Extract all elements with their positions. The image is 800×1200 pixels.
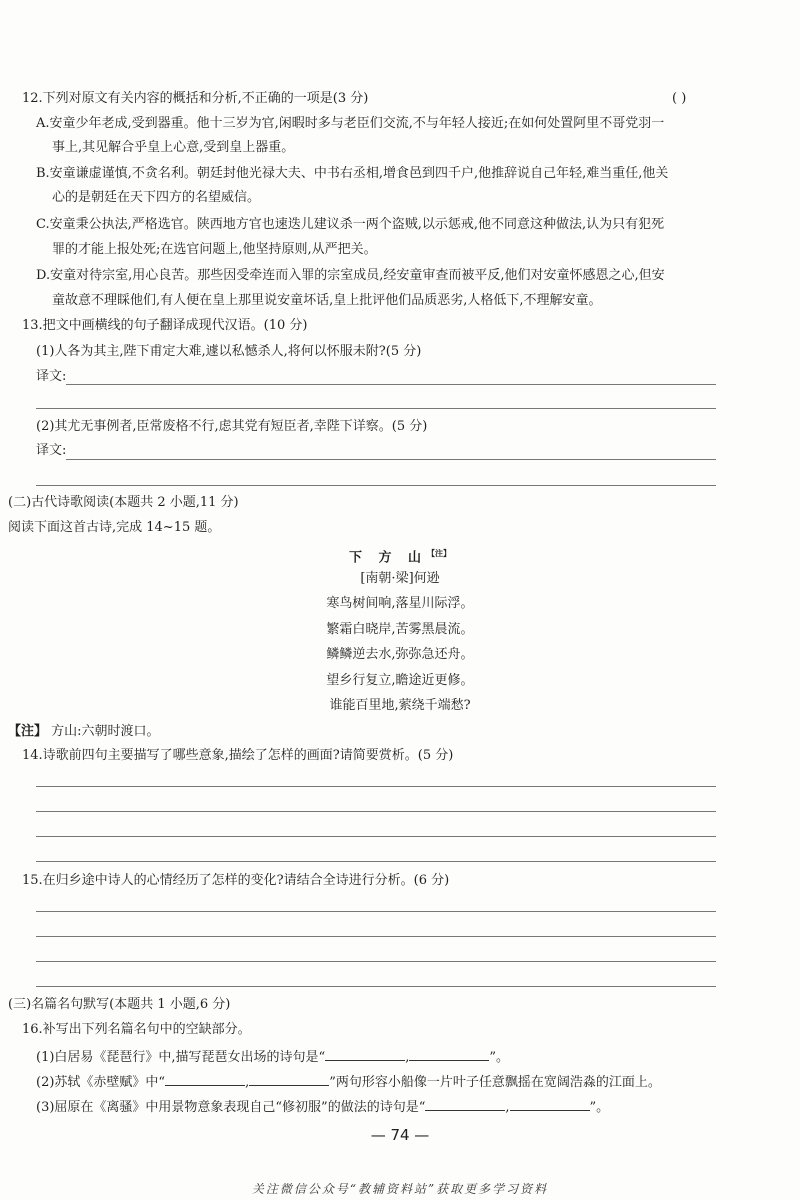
translation-label-1: 译文: xyxy=(36,369,67,384)
comma: , xyxy=(405,1050,410,1065)
answer-line[interactable] xyxy=(36,836,716,837)
answer-line[interactable] xyxy=(36,408,716,409)
q16-stem: 16.补写出下列名篇名句中的空缺部分。 xyxy=(22,1022,251,1037)
answer-line[interactable] xyxy=(36,786,716,787)
poem-line: 鳞鳞逆去水,弥弥急还舟。 xyxy=(326,647,474,662)
poem-line: 繁霜白晓岸,苦雾黑晨流。 xyxy=(326,622,474,637)
q16-item-1-suffix: ”。 xyxy=(489,1050,509,1065)
answer-line[interactable] xyxy=(36,986,716,987)
poem-note-label: 【注】 xyxy=(8,724,48,739)
answer-line[interactable] xyxy=(36,961,716,962)
poem-line: 寒鸟树间响,落星川际浮。 xyxy=(326,596,474,611)
q16-item-2-suffix: ”两句形容小船像一片叶子任意飘摇在宽阔浩淼的江面上。 xyxy=(329,1075,661,1090)
q12-option-a-line2: 事上,其见解合乎皇上心意,受到皇上器重。 xyxy=(52,140,295,155)
fill-blank[interactable] xyxy=(409,1046,489,1061)
q14-stem: 14.诗歌前四句主要描写了哪些意象,描绘了怎样的画面?请简要赏析。(5 分) xyxy=(22,748,454,763)
q12-option-d-line2: 童故意不理睬他们,有人便在皇上那里说安童坏话,皇上批评他们品质恶劣,人格低下,不理解安童。 xyxy=(52,293,602,308)
footer-note: 关注微信公众号“教辅资料站”获取更多学习资料 xyxy=(251,1182,549,1196)
fill-blank[interactable] xyxy=(249,1071,329,1086)
section2-heading: (二)古代诗歌阅读(本题共 2 小题,11 分) xyxy=(8,495,239,510)
q12-option-b-line2: 心的是朝廷在天下四方的名望威信。 xyxy=(52,190,261,205)
q16-item-2 xyxy=(36,1071,661,1093)
comma: , xyxy=(505,1100,510,1115)
q12-option-d-line1: D.安童对待宗室,用心良苦。那些因受牵连而入罪的宗室成员,经安童审查而被平反,他们对安童怀感恩之心,但安 xyxy=(36,268,665,283)
fill-blank[interactable] xyxy=(165,1071,245,1086)
answer-line[interactable] xyxy=(36,911,716,912)
q12-stem: 12.下列对原文有关内容的概括和分析,不正确的一项是(3 分) xyxy=(22,91,369,106)
q12-option-a-line1: A.安童少年老成,受到器重。他十三岁为官,闲暇时多与老臣们交流,不与年轻人接近;在如何处置阿里不哥党羽一 xyxy=(36,116,665,131)
answer-line[interactable] xyxy=(36,811,716,812)
answer-bracket[interactable]: ( ) xyxy=(672,91,687,106)
fill-blank[interactable] xyxy=(325,1046,405,1061)
q16-item-1-prefix: (1)白居易《琵琶行》中,描写琵琶女出场的诗句是“ xyxy=(36,1050,326,1065)
q13-stem: 13.把文中画横线的句子翻译成现代汉语。(10 分) xyxy=(22,318,308,333)
comma: , xyxy=(245,1075,250,1090)
q15-stem: 15.在归乡途中诗人的心情经历了怎样的变化?请结合全诗进行分析。(6 分) xyxy=(22,873,450,888)
section3-heading: (三)名篇名句默写(本题共 1 小题,6 分) xyxy=(8,997,231,1012)
q12-option-b-line1: B.安童谦虚谨慎,不贪名利。朝廷封他光禄大夫、中书右丞相,增食邑到四千户,他推辞说自己年轻,难当重任,他关 xyxy=(36,166,669,181)
poem-note-mark: 【注】 xyxy=(427,549,452,558)
q13-sentence-1: (1)人各为其主,陛下甫定大难,遽以私憾杀人,将何以怀服未附?(5 分) xyxy=(36,344,422,359)
poem-note-text: 方山:六朝时渡口。 xyxy=(47,724,160,739)
answer-line[interactable] xyxy=(36,861,716,862)
q16-item-2-prefix: (2)苏轼《赤壁赋》中“ xyxy=(36,1075,166,1090)
poem-title xyxy=(0,544,800,568)
translation-label-2: 译文: xyxy=(36,443,67,458)
q12-option-c-line2: 罪的才能上报处死;在选官问题上,他坚持原则,从严把关。 xyxy=(52,242,377,257)
poem-author: [南朝·梁]何逊 xyxy=(360,571,440,586)
poem-title-text: 下 方 山 xyxy=(348,550,428,566)
section2-intro: 阅读下面这首古诗,完成 14~15 题。 xyxy=(8,520,221,535)
page-number: — 74 — xyxy=(370,1126,430,1144)
poem-note xyxy=(8,722,160,742)
answer-line[interactable] xyxy=(36,936,716,937)
q12-option-c-line1: C.安童秉公执法,严格选官。陕西地方官也速迭儿建议杀一两个盗贼,以示惩戒,他不同意这种做法,认为只有犯死 xyxy=(36,217,665,232)
q16-item-3 xyxy=(36,1096,609,1118)
poem-line: 谁能百里地,萦绕千端愁? xyxy=(329,698,471,713)
q16-item-3-suffix: ”。 xyxy=(589,1100,610,1115)
fill-blank[interactable] xyxy=(510,1096,590,1111)
answer-line[interactable] xyxy=(66,459,716,460)
q13-sentence-2: (2)其尤无事例者,臣常废格不行,虑其党有短臣者,幸陛下详察。(5 分) xyxy=(36,419,428,434)
q16-item-3-prefix: (3)屈原在《离骚》中用景物意象表现自己“修初服”的做法的诗句是“ xyxy=(36,1100,426,1115)
poem-line: 望乡行复立,瞻途近更修。 xyxy=(326,673,474,688)
fill-blank[interactable] xyxy=(425,1096,505,1111)
answer-line[interactable] xyxy=(66,384,716,385)
q16-item-1 xyxy=(36,1046,509,1068)
answer-line[interactable] xyxy=(36,485,716,486)
